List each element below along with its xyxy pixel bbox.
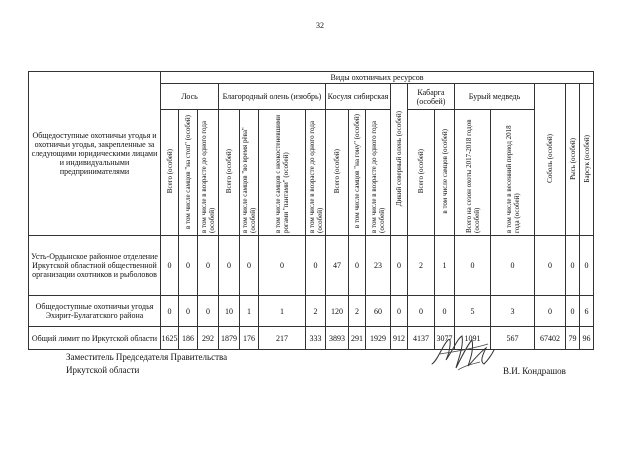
- table-cell: 0: [566, 236, 580, 296]
- table-cell: 60: [366, 296, 391, 327]
- table-cell: 0: [580, 236, 594, 296]
- table-cell: 186: [179, 327, 198, 350]
- table-cell: 0: [455, 236, 491, 296]
- subheader-blag-reva: в том числе самцов "во время рёва" (особей): [240, 110, 259, 236]
- super-header: Виды охотничьих ресурсов: [161, 72, 594, 84]
- corner-header: Общедоступные охотничьи угодья и охотничьи угодья, закрепленные за следующими юридическими лицами и индивидуальными предпринимателями: [29, 72, 161, 236]
- subheader-blag-vsego: Всего (особей): [219, 110, 240, 236]
- table-cell: 0: [198, 296, 219, 327]
- table-cell: 23: [366, 236, 391, 296]
- row-label: Усть-Ордынское районное отделение Иркутской областной общественной организации охотников и рыболовов: [29, 236, 161, 296]
- table-cell: 6: [580, 296, 594, 327]
- table-cell: 0: [349, 236, 366, 296]
- group-rys: Рысь (особей): [566, 84, 580, 236]
- table-cell: 67402: [535, 327, 566, 350]
- table-cell: 4137: [408, 327, 435, 350]
- signatory-title-line1: Заместитель Председателя Правительства: [66, 352, 228, 362]
- table-cell: 0: [240, 236, 259, 296]
- handwritten-signature: [428, 330, 498, 375]
- table-cell: 291: [349, 327, 366, 350]
- signatory-title-line2: Иркутской области: [66, 365, 140, 375]
- subheader-los-do1: в том числе в возрасте до одного года (особей): [198, 110, 219, 236]
- table-cell: 79: [566, 327, 580, 350]
- table-cell: 0: [219, 236, 240, 296]
- subheader-los-vsego: Всего (особей): [161, 110, 179, 236]
- table-cell: 0: [198, 236, 219, 296]
- table-cell: 292: [198, 327, 219, 350]
- table-cell: 3: [491, 296, 535, 327]
- table-cell: 0: [259, 236, 306, 296]
- table-cell: 567: [491, 327, 535, 350]
- group-kosulya: Косуля сибирская: [326, 84, 391, 110]
- subheader-blag-do1: в том числе в возрасте до одного года (особей): [306, 110, 326, 236]
- table-cell: 1: [435, 236, 455, 296]
- table-cell: 0: [306, 236, 326, 296]
- table-cell: 2: [408, 236, 435, 296]
- table-cell: 176: [240, 327, 259, 350]
- table-cell: 0: [491, 236, 535, 296]
- table-cell: 1091: [455, 327, 491, 350]
- table-cell: 0: [535, 236, 566, 296]
- page-number: 32: [316, 21, 324, 30]
- table-cell: 0: [391, 296, 408, 327]
- table-cell: 912: [391, 327, 408, 350]
- subheader-los-stop: в том числе самцов "на стоп" (особей): [179, 110, 198, 236]
- table-cell: 2: [306, 296, 326, 327]
- table-cell: 217: [259, 327, 306, 350]
- table-cell: 333: [306, 327, 326, 350]
- table-cell: 1: [259, 296, 306, 327]
- signatory-name: В.И. Кондрашов: [503, 366, 566, 376]
- table-cell: 120: [326, 296, 349, 327]
- subheader-med-sezon: Всего на сезон охоты 2017-2018 годов (особей): [455, 110, 491, 236]
- subheader-blag-neokost: в том числе самцов с неокостеневшими рогами "пантами" (особей): [259, 110, 306, 236]
- row-label: Общий лимит по Иркутской области: [29, 327, 161, 350]
- table-row: [29, 236, 594, 296]
- row-label: Общедоступные охотничьи угодья Эхирит-Булагатского района: [29, 296, 161, 327]
- group-sobol: Соболь (особей): [535, 84, 566, 236]
- subheader-kos-do1: в том числе в возрасте до одного года (особей): [366, 110, 391, 236]
- group-blag: Благородный олень (изюбрь): [219, 84, 326, 110]
- table-cell: 96: [580, 327, 594, 350]
- table-cell: 1: [240, 296, 259, 327]
- table-cell: 47: [326, 236, 349, 296]
- table-cell: 0: [179, 296, 198, 327]
- table-cell: 0: [179, 236, 198, 296]
- table-cell: 0: [435, 296, 455, 327]
- subheader-kab-vsego: Всего (особей): [408, 110, 435, 236]
- table-cell: 3893: [326, 327, 349, 350]
- table-cell: 0: [161, 236, 179, 296]
- table-cell: 0: [161, 296, 179, 327]
- table-cell: 0: [566, 296, 580, 327]
- table-row: [29, 327, 594, 350]
- signatory-title: [66, 351, 227, 377]
- table-cell: 1879: [219, 327, 240, 350]
- table-cell: 1929: [366, 327, 391, 350]
- table-cell: 0: [391, 236, 408, 296]
- subheader-kab-samcov: в том числе самцов (особей): [435, 110, 455, 236]
- table-cell: 2: [349, 296, 366, 327]
- table-row: [29, 296, 594, 327]
- group-dikiy-olen: Дикий северный олень (особей): [391, 84, 408, 236]
- table-cell: 0: [408, 296, 435, 327]
- limits-table: [28, 71, 594, 350]
- subheader-med-vesna: в том числе в весенний период 2018 года (особей): [491, 110, 535, 236]
- table-cell: 5: [455, 296, 491, 327]
- table-cell: 0: [535, 296, 566, 327]
- group-barsuk: Барсук (особей): [580, 84, 594, 236]
- table-cell: 10: [219, 296, 240, 327]
- table-cell: 1625: [161, 327, 179, 350]
- table-cell: 3077: [435, 327, 455, 350]
- group-los: Лось: [161, 84, 219, 110]
- group-kabarga: Кабарга (особей): [408, 84, 455, 110]
- subheader-kos-vsego: Всего (особей): [326, 110, 349, 236]
- subheader-kos-gon: в том числе самцов "на гону" (особей): [349, 110, 366, 236]
- group-medved: Бурый медведь: [455, 84, 535, 110]
